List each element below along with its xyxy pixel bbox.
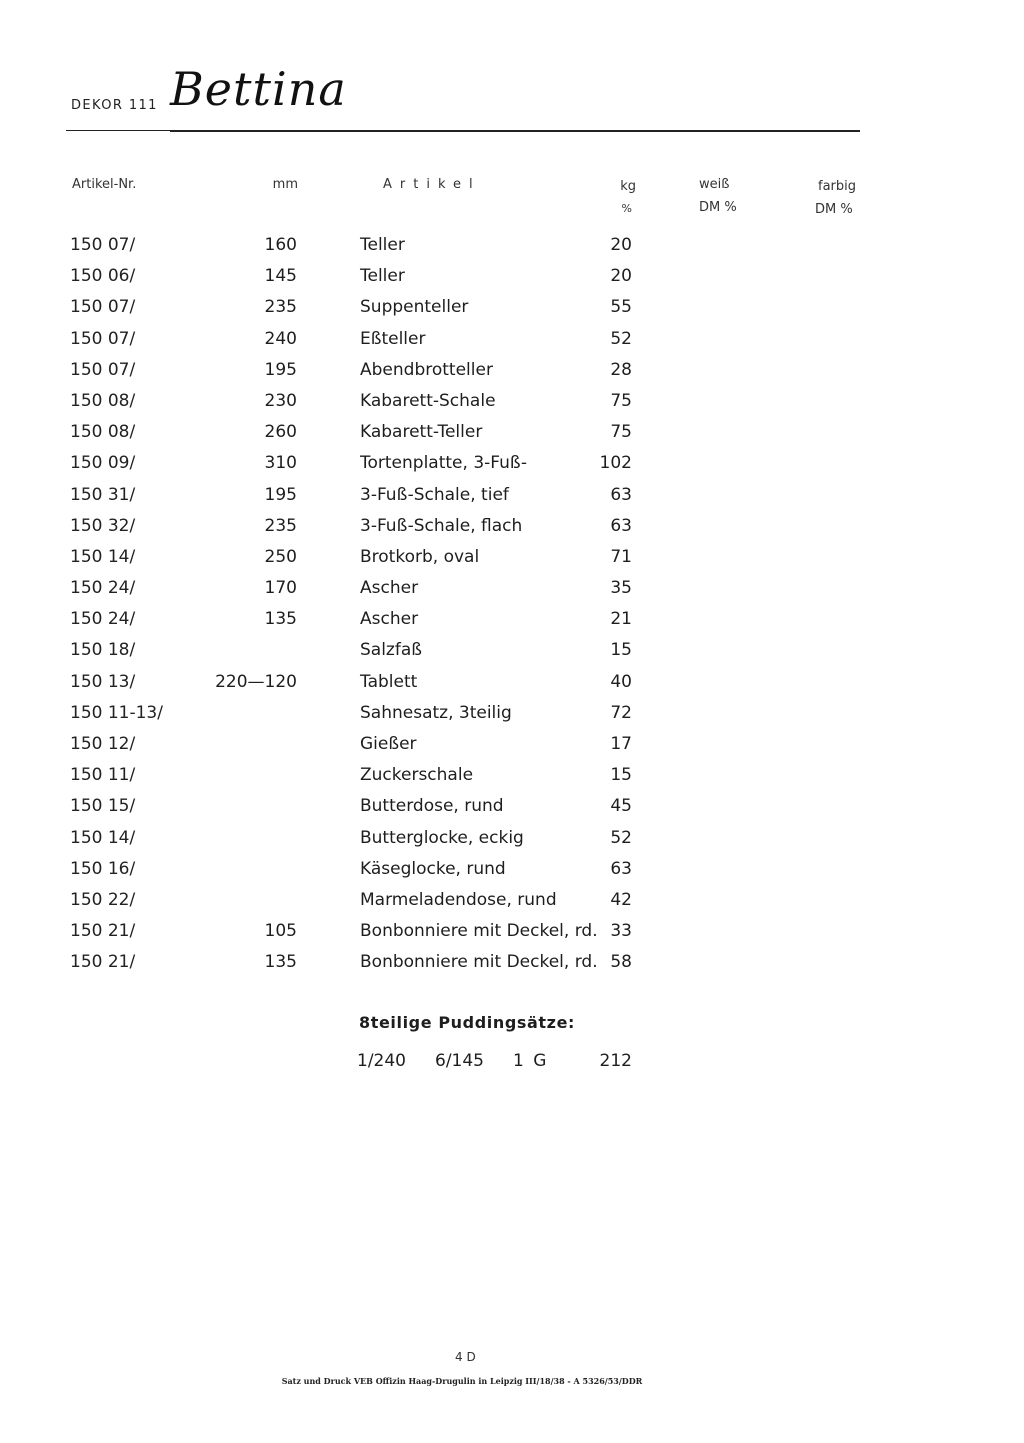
mm-cell: 135 (264, 609, 297, 630)
kg-cell: 40 (610, 671, 632, 692)
article-name-cell: Gießer (360, 734, 417, 754)
article-number-cell: 150 24/ (70, 609, 136, 630)
mm-cell: 235 (264, 515, 297, 536)
pudding-kg: 212 (599, 1051, 632, 1071)
article-number-cell: 150 11/ (70, 765, 136, 786)
kg-cell: 102 (599, 453, 632, 474)
mm-cell: 235 (264, 297, 297, 318)
article-name-cell: Bonbonniere mit Deckel, rd. (360, 952, 598, 973)
article-number-cell: 150 21/ (70, 952, 136, 973)
article-number-cell: 150 08/ (70, 390, 136, 411)
mm-cell: 145 (264, 266, 297, 287)
article-number-cell: 150 09/ (70, 453, 136, 474)
kg-cell: 63 (610, 858, 632, 879)
mm-cell: 260 (264, 422, 297, 443)
table-row (0, 542, 1024, 573)
mm-cell: 240 (264, 328, 297, 349)
table-row (0, 854, 1024, 885)
table-row (0, 324, 1024, 355)
table-row (0, 261, 1024, 292)
mm-cell: 105 (264, 921, 297, 942)
article-number-cell: 150 11-13/ (70, 702, 163, 723)
article-name-cell: Zuckerschale (360, 765, 474, 786)
article-name-cell: Käseglocke, rund (360, 858, 506, 879)
kg-cell: 72 (610, 702, 632, 723)
brand-name: Bettina (170, 62, 347, 116)
article-name-cell: Ascher (360, 578, 419, 599)
table-row (0, 511, 1024, 542)
article-number-cell: 150 06/ (70, 266, 136, 287)
table-row (0, 604, 1024, 635)
mm-cell: 310 (264, 453, 297, 474)
mm-cell: 220—120 (215, 671, 297, 692)
table-row (0, 292, 1024, 323)
article-name-cell: Teller (360, 266, 405, 287)
article-number-cell: 150 14/ (70, 546, 136, 567)
kg-cell: 20 (610, 266, 632, 287)
article-number-cell: 150 07/ (70, 328, 136, 349)
kg-cell: 35 (610, 578, 632, 599)
article-name-cell: Kabarett-Teller (360, 422, 483, 443)
kg-cell: 63 (610, 515, 632, 536)
article-name-cell: Kabarett-Schale (360, 390, 496, 411)
mm-cell: 135 (264, 952, 297, 973)
article-name-cell: Abendbrotteller (360, 359, 493, 380)
kg-cell: 33 (610, 921, 632, 942)
table-row (0, 947, 1024, 978)
column-header-kg: kg (620, 179, 636, 194)
article-name-cell: Tablett (360, 671, 418, 692)
article-name-cell: Suppenteller (360, 297, 469, 318)
mm-cell: 250 (264, 546, 297, 567)
article-name-cell: Brotkorb, oval (360, 546, 480, 567)
column-header-article: Artikel (383, 177, 481, 192)
article-name-cell: Bonbonniere mit Deckel, rd. (360, 921, 598, 942)
article-number-cell: 150 18/ (70, 640, 136, 661)
pudding-part-2: 6/145 (435, 1051, 484, 1071)
page-mark: 4 D (455, 1350, 476, 1364)
article-number-cell: 150 24/ (70, 578, 136, 599)
article-name-cell: Teller (360, 235, 405, 255)
table-row (0, 729, 1024, 760)
article-number-cell: 150 12/ (70, 734, 136, 754)
article-number-cell: 150 16/ (70, 858, 136, 879)
table-row (0, 417, 1024, 448)
article-name-cell: 3-Fuß-Schale, flach (360, 515, 523, 536)
article-name-cell: 3-Fuß-Schale, tief (360, 484, 509, 505)
table-row (0, 823, 1024, 854)
mm-cell: 160 (264, 235, 297, 255)
article-name-cell: Ascher (360, 609, 419, 630)
article-number-cell: 150 15/ (70, 796, 136, 817)
mm-cell: 230 (264, 390, 297, 411)
article-number-cell: 150 08/ (70, 422, 136, 443)
pudding-set-title: 8teilige Puddingsätze: (359, 1013, 576, 1032)
article-name-cell: Salzfaß (360, 640, 422, 661)
article-number-cell: 150 07/ (70, 235, 136, 255)
table-row (0, 573, 1024, 604)
pudding-part-3: 1 G (513, 1051, 549, 1071)
article-number-cell: 150 14/ (70, 827, 136, 848)
kg-cell: 52 (610, 328, 632, 349)
article-name-cell: Butterglocke, eckig (360, 827, 524, 848)
table-row (0, 386, 1024, 417)
table-row (0, 791, 1024, 822)
column-header-mm: mm (272, 177, 298, 192)
table-row (0, 480, 1024, 511)
article-number-cell: 150 21/ (70, 921, 136, 942)
table-row (0, 698, 1024, 729)
table-row (0, 448, 1024, 479)
table-row (0, 885, 1024, 916)
kg-cell: 63 (610, 484, 632, 505)
table-row (0, 760, 1024, 791)
kg-cell: 20 (610, 235, 632, 255)
kg-cell: 42 (610, 889, 632, 910)
column-header-article-no: Artikel-Nr. (72, 177, 137, 192)
kg-cell: 21 (610, 609, 632, 630)
pudding-part-1: 1/240 (357, 1051, 406, 1071)
article-name-cell: Eßteller (360, 328, 426, 349)
table-row (0, 916, 1024, 947)
column-header-white: weiß (699, 177, 730, 192)
kg-cell: 71 (610, 546, 632, 567)
article-name-cell: Tortenplatte, 3-Fuß- (360, 453, 528, 474)
kg-cell: 17 (610, 734, 632, 754)
column-header-colored: farbig (818, 179, 857, 194)
article-number-cell: 150 13/ (70, 671, 136, 692)
dekor-label: DEKOR 111 (71, 98, 158, 113)
article-number-cell: 150 22/ (70, 889, 136, 910)
table-row (0, 355, 1024, 386)
kg-cell: 15 (610, 640, 632, 661)
kg-cell: 55 (610, 297, 632, 318)
kg-cell: 45 (610, 796, 632, 817)
article-number-cell: 150 31/ (70, 484, 136, 505)
printer-imprint: Satz und Druck VEB Offizin Haag-Drugulin in Leipzig III/18/38 - A 5326/53/DDR (281, 1376, 643, 1386)
header-rule-left (66, 130, 170, 131)
kg-cell: 52 (610, 827, 632, 848)
column-header-colored-unit: DM % (815, 202, 853, 217)
article-name-cell: Butterdose, rund (360, 796, 504, 817)
article-number-cell: 150 07/ (70, 297, 136, 318)
mm-cell: 195 (264, 359, 297, 380)
kg-cell: 75 (610, 390, 632, 411)
column-header-white-unit: DM % (699, 200, 737, 215)
table-row (0, 230, 1024, 261)
table-row (0, 635, 1024, 666)
article-number-cell: 150 07/ (70, 359, 136, 380)
header-rule (170, 130, 860, 132)
article-name-cell: Marmeladendose, rund (360, 889, 557, 910)
kg-cell: 15 (610, 765, 632, 786)
article-table (0, 230, 1024, 979)
mm-cell: 170 (264, 578, 297, 599)
kg-cell: 58 (610, 952, 632, 973)
kg-cell: 75 (610, 422, 632, 443)
kg-cell: 28 (610, 359, 632, 380)
column-header-kg-unit: % (621, 202, 632, 215)
article-number-cell: 150 32/ (70, 515, 136, 536)
mm-cell: 195 (264, 484, 297, 505)
table-row (0, 667, 1024, 698)
article-name-cell: Sahnesatz, 3teilig (360, 702, 512, 723)
